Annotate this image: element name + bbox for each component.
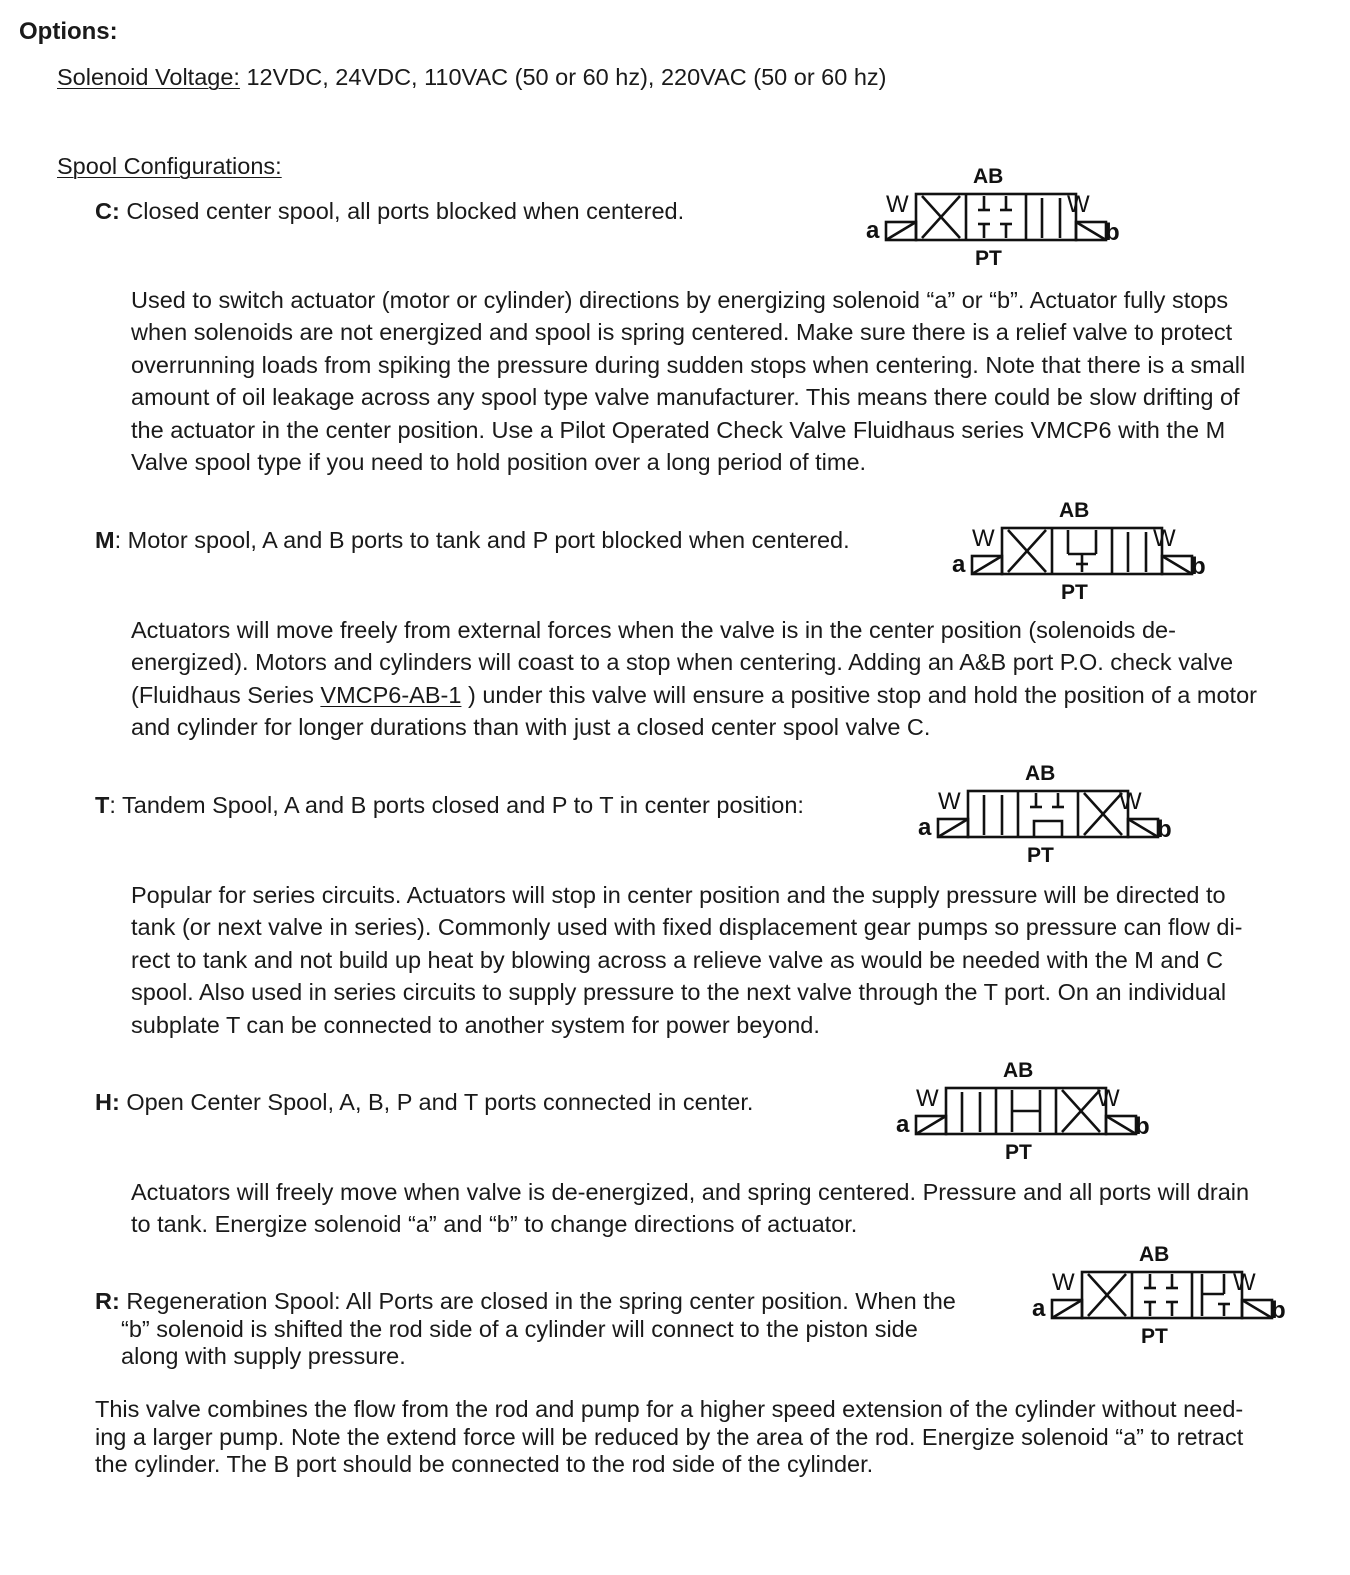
spool-t-heading	[95, 792, 804, 819]
port-label-pt: PT	[1061, 581, 1088, 604]
spool-c-title: Closed center spool, all ports blocked when centered.	[119, 198, 685, 224]
spool-m-heading	[95, 527, 850, 554]
spool-r-description	[95, 1396, 1243, 1479]
spool-r-line-3: the cylinder. The B port should be connected to the rod side of the cylinder.	[95, 1451, 874, 1477]
port-label-pt: PT	[1005, 1141, 1032, 1164]
spool-t-line-4: spool. Also used in series circuits to supply pressure to the next valve through the T port. On an individual	[131, 979, 1227, 1006]
spool-h-title: Open Center Spool, A, B, P and T ports connected in center.	[119, 1089, 754, 1115]
port-label-pt: PT	[1027, 844, 1054, 867]
solenoid-voltage-line	[57, 64, 887, 91]
spring-label-right: W	[1233, 1269, 1256, 1296]
spool-t-line-5: subplate T can be connected to another system for power beyond.	[131, 1011, 820, 1038]
spool-r-title-1: Regeneration Spool: All Ports are closed in the spring center position. When the	[119, 1288, 956, 1314]
port-label-ab: AB	[1139, 1243, 1170, 1266]
spool-m-description	[131, 614, 1257, 744]
spool-m-symbol	[952, 496, 1212, 606]
solenoid-label-b: b	[1191, 553, 1206, 580]
solenoid-label-a: a	[896, 1111, 910, 1138]
spool-m-line-3-post: ) under this valve will ensure a positive stop and hold the position of a motor	[461, 681, 1257, 708]
spool-c-description	[131, 284, 1245, 478]
solenoid-label-b: b	[1157, 816, 1172, 843]
spool-t-title: : Tandem Spool, A and B ports closed and P to T in center position:	[109, 792, 804, 818]
spool-t-code: T	[95, 792, 110, 818]
spool-c-line-2: when solenoids are not energized and spool is spring centered. Make sure there is a relief valve to protect	[131, 319, 1233, 346]
port-label-ab: AB	[973, 165, 1004, 188]
spool-c-line-6: Valve spool type if you need to hold position over a long period of time.	[131, 449, 867, 476]
spool-t-description	[131, 879, 1243, 1041]
port-label-ab: AB	[1059, 499, 1090, 522]
spool-m-line-1: Actuators will move freely from external forces when the valve is in the center position (solenoids de-	[131, 617, 1176, 643]
spool-t-line-2: tank (or next valve in series). Commonly used with fixed displacement gear pumps so pressure can flow di-	[131, 914, 1243, 941]
spool-t-symbol	[918, 759, 1178, 869]
spool-c-code: C:	[95, 198, 120, 224]
spool-h-symbol	[896, 1056, 1156, 1166]
spool-h-heading	[95, 1089, 753, 1116]
solenoid-label-a: a	[918, 814, 932, 841]
spool-h-code: H:	[95, 1089, 120, 1115]
spring-label-right: W	[1067, 191, 1090, 218]
solenoid-label-b: b	[1105, 219, 1120, 246]
spool-m-code: M	[95, 527, 115, 553]
spool-r-title-2: “b” solenoid is shifted the rod side of a cylinder will connect to the piston side	[121, 1315, 918, 1342]
spool-m-line-2: energized). Motors and cylinders will coast to a stop when centering. Adding an A&B port P.O. check valve	[131, 649, 1234, 676]
solenoid-label-a: a	[1032, 1295, 1046, 1322]
spool-c-line-3: overrunning loads from spiking the pressure during sudden stops when centering. Note that there is a small	[131, 351, 1246, 378]
options-heading: Options:	[19, 18, 118, 45]
spool-c-line-5: the actuator in the center position. Use a Pilot Operated Check Valve Fluidhaus series VMCP6 with the M	[131, 416, 1226, 443]
spool-r-code: R:	[95, 1288, 120, 1314]
spring-label-left: W	[1052, 1269, 1075, 1296]
spool-c-symbol	[866, 162, 1126, 272]
spool-c-line-1: Used to switch actuator (motor or cylinder) directions by energizing solenoid “a” or “b”. Actuator fully stops	[131, 287, 1229, 313]
spool-h-description	[131, 1176, 1249, 1241]
spring-label-right: W	[1119, 788, 1142, 815]
spool-t-line-3: rect to tank and not build up heat by blowing across a relieve valve as would be needed with the M and C	[131, 946, 1224, 973]
spring-label-left: W	[938, 788, 961, 815]
spool-m-line-4: and cylinder for longer durations than with just a closed center spool valve C.	[131, 714, 931, 741]
spring-label-right: W	[1097, 1085, 1120, 1112]
spool-r-symbol	[1032, 1240, 1292, 1350]
port-label-pt: PT	[1141, 1325, 1168, 1348]
spool-configurations-heading: Spool Configurations:	[57, 153, 282, 179]
solenoid-label-a: a	[952, 551, 966, 578]
spool-h-line-2: to tank. Energize solenoid “a” and “b” to change directions of actuator.	[131, 1211, 858, 1238]
spool-h-line-1: Actuators will freely move when valve is de-energized, and spring centered. Pressure and all ports will drain	[131, 1179, 1250, 1205]
port-label-ab: AB	[1025, 762, 1056, 785]
spool-r-line-1: This valve combines the flow from the rod and pump for a higher speed extension of the cylinder without need-	[95, 1396, 1244, 1422]
spool-m-title: : Motor spool, A and B ports to tank and P port blocked when centered.	[114, 527, 850, 553]
spool-m-line-3	[131, 679, 1257, 711]
solenoid-label-a: a	[866, 217, 880, 244]
solenoid-label-b: b	[1271, 1297, 1286, 1324]
spool-c-line-4: amount of oil leakage across any spool type valve manufacturer. This means there could be slow drifting of	[131, 384, 1240, 411]
spring-label-left: W	[972, 525, 995, 552]
solenoid-label-b: b	[1135, 1113, 1150, 1140]
port-label-pt: PT	[975, 247, 1002, 270]
spool-r-heading	[95, 1288, 956, 1371]
spring-label-left: W	[886, 191, 909, 218]
spool-t-line-1: Popular for series circuits. Actuators will stop in center position and the supply pressure will be directed to	[131, 882, 1226, 908]
spool-r-title-3: along with supply pressure.	[121, 1343, 406, 1369]
spool-r-line-2: ing a larger pump. Note the extend force will be reduced by the area of the rod. Energize solenoid “a” to retract	[95, 1423, 1244, 1450]
spring-label-right: W	[1153, 525, 1176, 552]
spool-c-heading	[95, 198, 684, 225]
vmcp6-ab-1-link[interactable]: VMCP6-AB-1	[320, 681, 462, 708]
port-label-ab: AB	[1003, 1059, 1034, 1082]
spool-m-line-3-pre: (Fluidhaus Series	[131, 681, 321, 708]
spring-label-left: W	[916, 1085, 939, 1112]
solenoid-voltage-label: Solenoid Voltage:	[57, 64, 240, 90]
solenoid-voltage-values: 12VDC, 24VDC, 110VAC (50 or 60 hz), 220VAC (50 or 60 hz)	[239, 64, 887, 90]
